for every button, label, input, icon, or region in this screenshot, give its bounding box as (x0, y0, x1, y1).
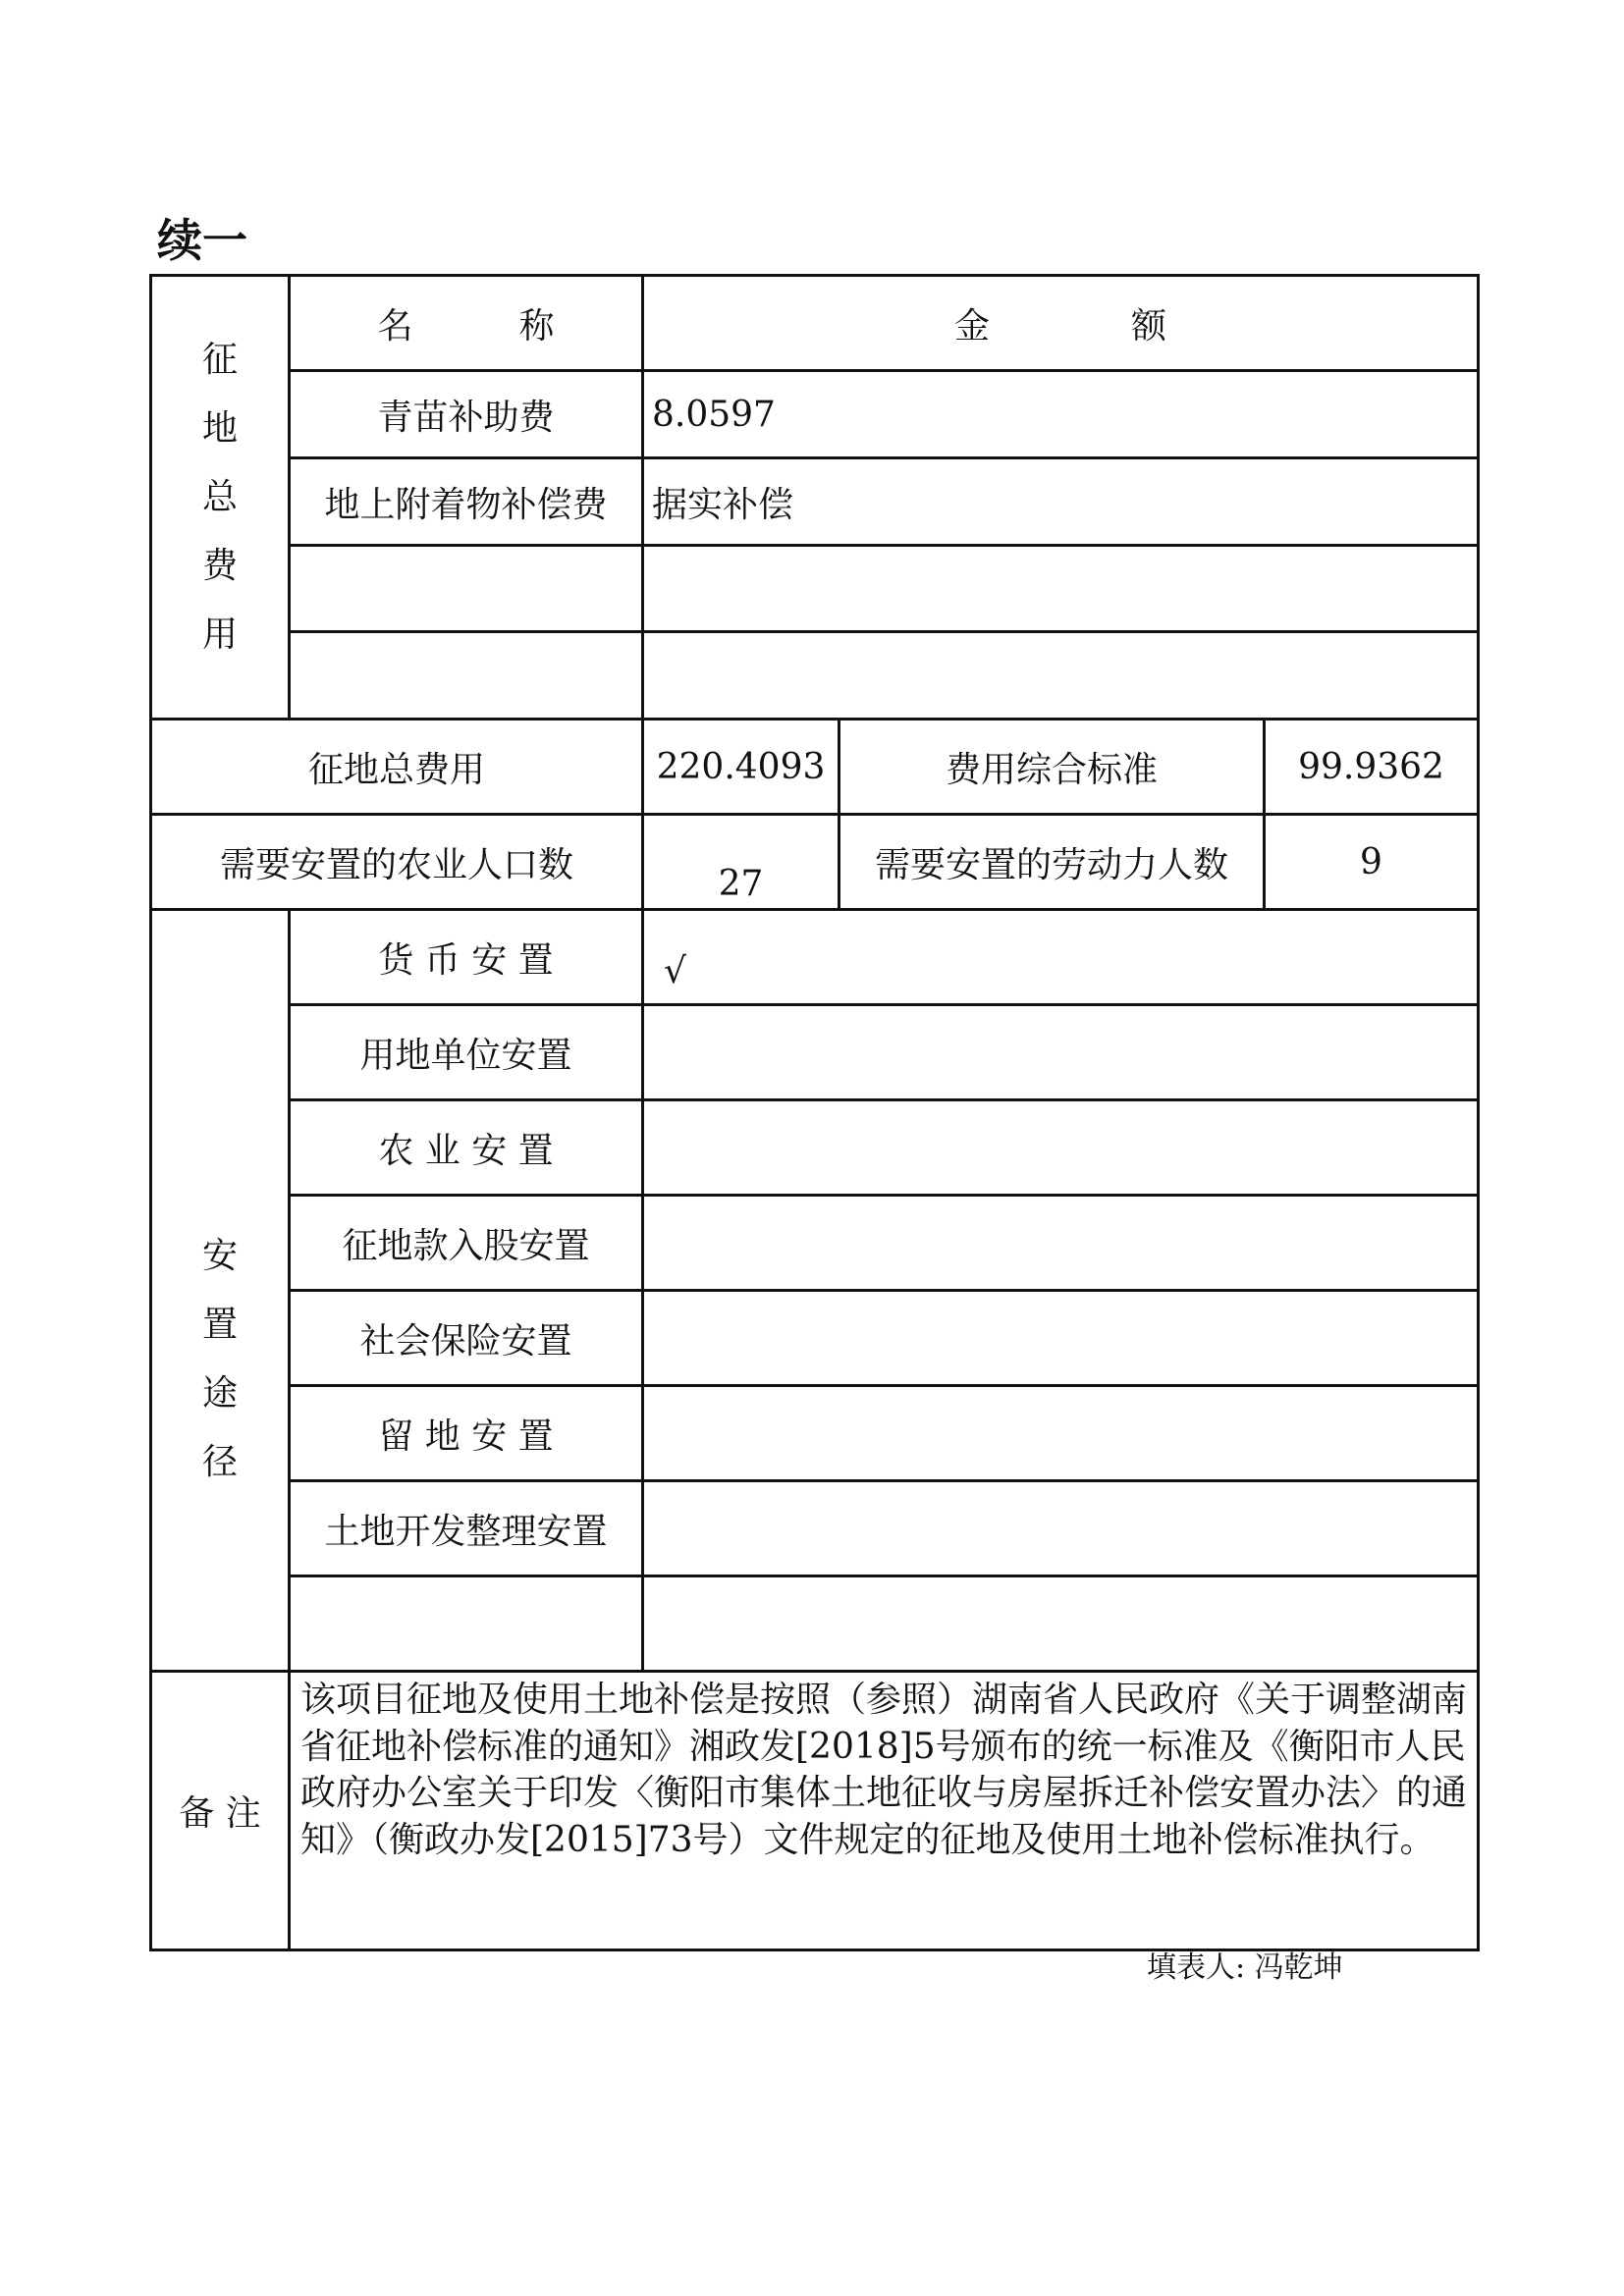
resettlement-method-cell: 农 业 安 置 (290, 1100, 643, 1196)
resettlement-section-label: 安 置 途 径 (151, 910, 290, 1672)
resettlement-check-cell (643, 1291, 1479, 1386)
farm-population-label: 需要安置的农业人口数 (151, 815, 643, 910)
resettlement-row (151, 1291, 1479, 1386)
resettlement-row (151, 1196, 1479, 1291)
form-filler: 填表人: 冯乾坤 (1147, 1950, 1343, 1985)
labor-count-label: 需要安置的劳动力人数 (839, 815, 1265, 910)
total-fee-value: 220.4093 (643, 720, 839, 815)
fee-amount-cell (643, 546, 1479, 632)
resettlement-check-cell: √ (643, 910, 1479, 1005)
resettlement-row (151, 1386, 1479, 1481)
resettlement-check-cell (643, 1100, 1479, 1196)
summary-row-population (151, 815, 1479, 910)
resettlement-method-cell: 货 币 安 置 (290, 910, 643, 1005)
standard-label: 费用综合标准 (839, 720, 1265, 815)
fee-amount-cell: 据实补偿 (643, 458, 1479, 546)
resettlement-check-cell (643, 1481, 1479, 1576)
fee-name-cell: 地上附着物补偿费 (290, 458, 643, 546)
remarks-label: 备 注 (151, 1672, 290, 1950)
page-heading: 续一 (157, 214, 247, 267)
total-fee-label: 征地总费用 (151, 720, 643, 815)
farm-population-value: 27 (643, 815, 839, 910)
col-amount-header: 金 额 (643, 276, 1479, 371)
fee-row (151, 458, 1479, 546)
resettlement-method-cell: 社会保险安置 (290, 1291, 643, 1386)
resettlement-method-cell: 征地款入股安置 (290, 1196, 643, 1291)
resettlement-row (151, 910, 1479, 1005)
remarks-text: 该项目征地及使用土地补偿是按照（参照）湖南省人民政府《关于调整湖南省征地补偿标准的通知》湘政发[2018]5号颁布的统一标准及《衡阳市人民政府办公室关于印发〈衡阳市集体土地征收与房屋拆迁补偿安置办法〉的通知》（衡政办发[2015]73号）文件规定的征地及使用土地补偿标准执行。 (290, 1672, 1479, 1950)
resettlement-check-cell (643, 1386, 1479, 1481)
standard-value: 99.9362 (1265, 720, 1479, 815)
fee-amount-cell: 8.0597 (643, 371, 1479, 458)
summary-row-totals (151, 720, 1479, 815)
resettlement-method-cell (290, 1576, 643, 1672)
resettlement-method-cell: 用地单位安置 (290, 1005, 643, 1100)
land-acquisition-form (149, 274, 1480, 1951)
resettlement-row (151, 1576, 1479, 1672)
labor-count-value: 9 (1265, 815, 1479, 910)
col-name-header: 名 称 (290, 276, 643, 371)
fee-name-cell (290, 546, 643, 632)
fee-row (151, 546, 1479, 632)
resettlement-check-cell (643, 1576, 1479, 1672)
resettlement-check-cell (643, 1005, 1479, 1100)
fee-row (151, 371, 1479, 458)
fee-section-label: 征 地 总 费 用 (151, 276, 290, 720)
fee-header-row (151, 276, 1479, 371)
fee-amount-cell (643, 632, 1479, 720)
resettlement-row (151, 1005, 1479, 1100)
resettlement-check-cell (643, 1196, 1479, 1291)
remarks-row (151, 1672, 1479, 1950)
fee-name-cell: 青苗补助费 (290, 371, 643, 458)
resettlement-method-cell: 留 地 安 置 (290, 1386, 643, 1481)
resettlement-row (151, 1100, 1479, 1196)
fee-name-cell (290, 632, 643, 720)
resettlement-method-cell: 土地开发整理安置 (290, 1481, 643, 1576)
fee-row (151, 632, 1479, 720)
resettlement-row (151, 1481, 1479, 1576)
